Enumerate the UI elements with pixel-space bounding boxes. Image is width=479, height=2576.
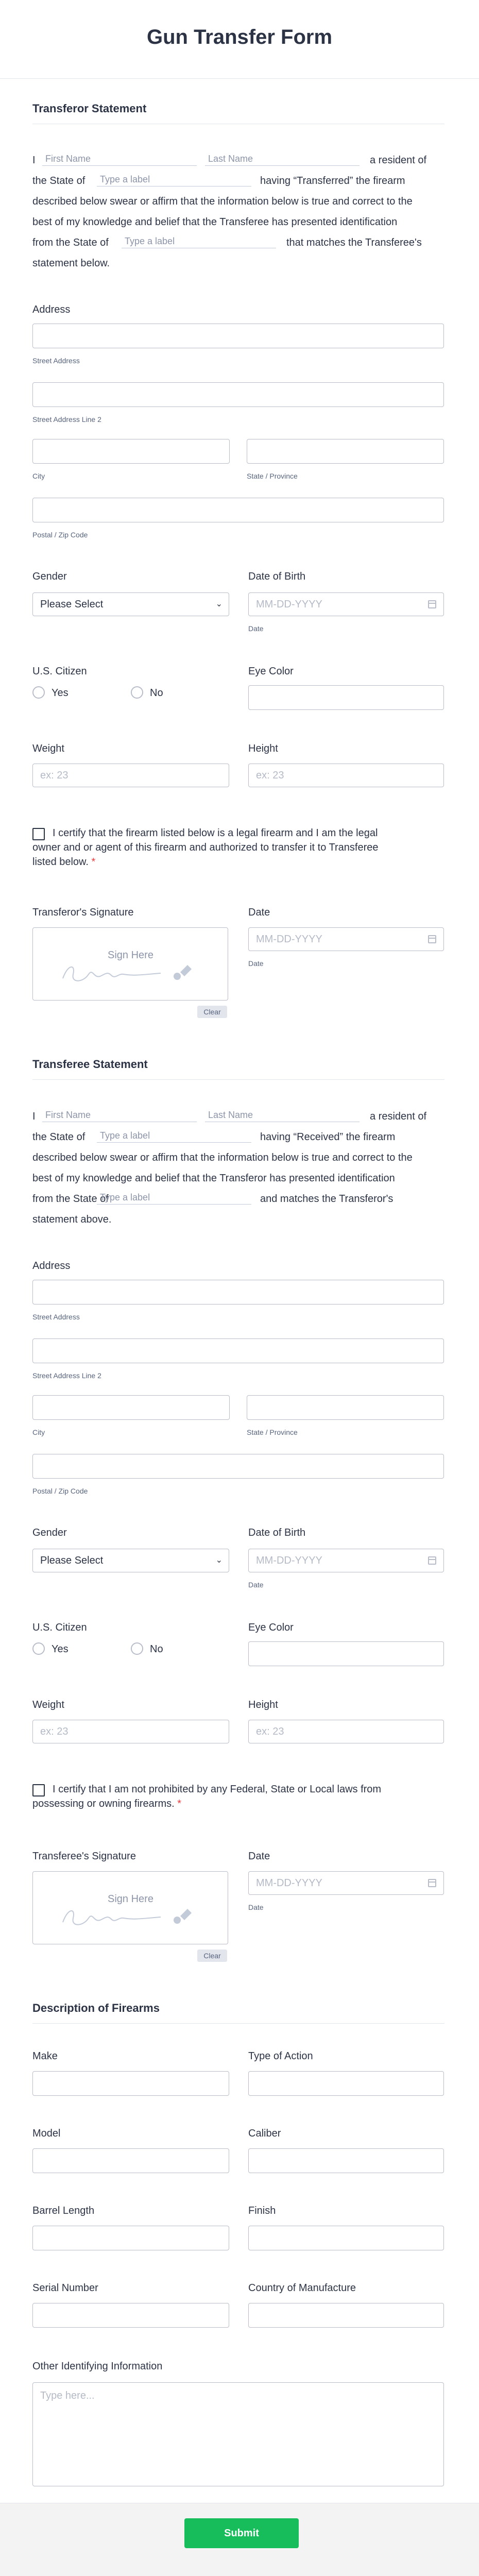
transferor-state-sublabel: State / Province [247,472,298,480]
transferor-first-name-field[interactable]: First Name [42,151,197,166]
transferor-dob-placeholder: MM-DD-YYYY [256,599,322,610]
transferor-from-state-text: from the State of [32,237,109,248]
country-of-manufacture-input[interactable] [248,2303,444,2328]
section-divider [32,1079,444,1080]
transferee-certify-line1: I certify that I am not prohibited by any Federal, State or Local laws from [53,1784,382,1795]
transferee-state-sublabel: State / Province [247,1428,298,1436]
chevron-down-icon: ⌄ [215,600,223,608]
transferor-statement-line4: best of my knowledge and belief that the Transferee has presented identification [32,216,398,228]
transferor-certify-line1: I certify that the firearm listed below is a legal firearm and I am the legal [53,827,378,839]
transferor-date-placeholder: MM-DD-YYYY [256,934,322,945]
transferee-certify-line2 [32,1798,181,1810]
transferee-weight-placeholder: ex: 23 [40,1726,69,1737]
transferee-citizen-yes-label: Yes [52,1643,69,1655]
transferee-state-of-text: the State of [32,1131,85,1143]
transferee-date-label: Date [248,1851,270,1862]
signature-squiggle-icon [58,1903,212,1934]
transferee-having-text: having “Received” the firearm [260,1131,396,1143]
calendar-icon[interactable] [428,1556,436,1565]
transferor-weight-placeholder: ex: 23 [40,770,69,781]
transferee-street-address-input[interactable] [32,1280,444,1304]
transferor-address-label: Address [32,304,71,315]
transferee-section-title: Transferee Statement [32,1058,148,1071]
finish-input[interactable] [248,2226,444,2250]
transferee-height-placeholder: ex: 23 [256,1726,284,1737]
transferee-gender-select[interactable] [32,1549,229,1572]
calendar-icon[interactable] [428,600,436,608]
serial-number-input[interactable] [32,2303,229,2328]
transferor-citizen-label: U.S. Citizen [32,666,87,677]
transferee-postal-input[interactable] [32,1454,444,1479]
transferor-statement-end: statement below. [32,258,110,269]
transferor-citizen-no-label: No [150,687,163,699]
transferee-dob-placeholder: MM-DD-YYYY [256,1555,322,1566]
transferee-dob-label: Date of Birth [248,1527,306,1538]
transferee-date-placeholder: MM-DD-YYYY [256,1877,322,1889]
transferor-clear-button[interactable]: Clear [197,1006,227,1018]
transferee-from-state-text: from the State of [32,1193,109,1205]
transferor-citizen-no-radio[interactable] [131,686,143,699]
chevron-down-icon: ⌄ [215,1556,223,1565]
transferee-address-label: Address [32,1260,71,1272]
transferor-city-sublabel: City [32,472,45,480]
transferor-resident-text: a resident of [370,155,427,166]
submit-button[interactable]: Submit [184,2518,299,2548]
model-label: Model [32,2128,61,2139]
transferor-height-input[interactable] [248,764,444,787]
divider [0,78,479,79]
transferor-state-input[interactable] [247,439,444,464]
transferor-weight-input[interactable] [32,764,229,787]
transferor-certify-line3-text: listed below. [32,856,89,868]
transferee-street-address-2-sublabel: Street Address Line 2 [32,1371,101,1380]
transferee-height-label: Height [248,1699,278,1710]
transferor-certify-checkbox[interactable] [32,828,45,840]
transferee-weight-input[interactable] [32,1720,229,1743]
transferor-certify-line3 [32,856,95,868]
transferor-date-input[interactable] [248,927,444,951]
transferee-state-field[interactable]: Type a label [97,1128,251,1143]
transferee-date-input[interactable] [248,1871,444,1895]
transferor-street-address-2-sublabel: Street Address Line 2 [32,415,101,423]
type-of-action-label: Type of Action [248,2050,313,2062]
firearms-section-title: Description of Firearms [32,2002,160,2014]
other-identifying-placeholder: Type here... [40,2390,95,2401]
transferor-gender-label: Gender [32,571,67,582]
transferor-street-address-2-input[interactable] [32,382,444,407]
transferor-postal-sublabel: Postal / Zip Code [32,531,88,539]
transferor-street-address-sublabel: Street Address [32,357,80,365]
transferee-eye-color-label: Eye Color [248,1622,294,1633]
transferee-gender-value: Please Select [40,1555,104,1566]
transferee-sign-here-text: Sign Here [108,1893,153,1905]
transferor-weight-label: Weight [32,743,64,754]
transferee-label-i: I [32,1111,36,1122]
type-of-action-input[interactable] [248,2071,444,2096]
transferor-gender-select[interactable] [32,592,229,616]
calendar-icon[interactable] [428,1879,436,1887]
transferor-citizen-yes-label: Yes [52,687,69,699]
other-identifying-label: Other Identifying Information [32,2361,163,2372]
page-title: Gun Transfer Form [146,26,333,48]
transferor-matches-text: that matches the Transferee's [286,237,422,248]
make-input[interactable] [32,2071,229,2096]
transferor-state-field[interactable]: Type a label [97,172,251,187]
required-asterisk: * [91,856,96,868]
transferor-eye-color-input[interactable] [248,685,444,710]
transferee-last-name-field[interactable]: Last Name [205,1108,360,1122]
transferee-clear-button[interactable]: Clear [197,1950,227,1962]
transferee-signature-pad[interactable] [32,1871,228,1944]
transferee-height-input[interactable] [248,1720,444,1743]
transferee-citizen-label: U.S. Citizen [32,1622,87,1633]
transferor-height-label: Height [248,743,278,754]
transferee-citizen-no-label: No [150,1643,163,1655]
transferee-signature-label: Transferee's Signature [32,1851,136,1862]
transferee-statement-line4: best of my knowledge and belief that the Transferor has presented identification [32,1173,395,1184]
transferor-section-title: Transferor Statement [32,102,147,115]
transferor-eye-color-label: Eye Color [248,666,294,677]
transferor-signature-pad[interactable] [32,927,228,1001]
section-divider [32,2023,444,2024]
transferee-first-name-field[interactable]: First Name [42,1108,197,1122]
transferor-id-state-field[interactable]: Type a label [122,234,276,248]
caliber-input[interactable] [248,2148,444,2173]
transferee-citizen-yes-radio[interactable] [32,1642,45,1655]
transferor-city-input[interactable] [32,439,230,464]
barrel-length-input[interactable] [32,2226,229,2250]
caliber-label: Caliber [248,2128,281,2139]
other-identifying-textarea[interactable] [32,2382,444,2486]
transferee-eye-color-input[interactable] [248,1641,444,1666]
transferee-dob-sublabel: Date [248,1581,264,1589]
transferee-statement-line3: described below swear or affirm that the information below is true and correct to the [32,1152,413,1163]
transferor-certify-line2: owner and or agent of this firearm and authorized to transfer it to Transferee [32,842,379,853]
country-of-manufacture-label: Country of Manufacture [248,2282,356,2294]
signature-squiggle-icon [58,959,212,990]
transferee-street-address-sublabel: Street Address [32,1313,80,1321]
transferor-height-placeholder: ex: 23 [256,770,284,781]
transferee-city-sublabel: City [32,1428,45,1436]
required-asterisk: * [177,1798,182,1809]
transferor-dob-label: Date of Birth [248,571,306,582]
calendar-icon[interactable] [428,935,436,943]
transferor-state-of-text: the State of [32,175,85,187]
transferor-last-name-field[interactable]: Last Name [205,151,360,166]
transferor-label-i: I [32,155,36,166]
transferee-gender-label: Gender [32,1527,67,1538]
transferor-statement-line3: described below swear or affirm that the information below is true and correct to the [32,196,413,207]
transferor-dob-input[interactable] [248,592,444,616]
transferee-weight-label: Weight [32,1699,64,1710]
transferee-citizen-no-radio[interactable] [131,1642,143,1655]
transferee-state-input[interactable] [247,1395,444,1420]
transferee-resident-text: a resident of [370,1111,427,1122]
transferee-dob-input[interactable] [248,1549,444,1572]
transferee-street-address-2-input[interactable] [32,1338,444,1363]
transferee-statement-end: statement above. [32,1214,112,1225]
transferee-matches-text: and matches the Transferor's [260,1193,394,1205]
transferor-street-address-input[interactable] [32,324,444,348]
model-input[interactable] [32,2148,229,2173]
barrel-length-label: Barrel Length [32,2205,95,2216]
transferor-having-text: having “Transferred” the firearm [260,175,405,187]
transferor-date-label: Date [248,907,270,918]
transferee-id-state-field[interactable]: Type a label [97,1190,251,1205]
transferor-date-sublabel: Date [248,959,264,968]
make-label: Make [32,2050,58,2062]
transferor-signature-label: Transferor's Signature [32,907,134,918]
transferor-gender-value: Please Select [40,599,104,610]
transferor-citizen-yes-radio[interactable] [32,686,45,699]
transferor-sign-here-text: Sign Here [108,950,153,961]
transferee-postal-sublabel: Postal / Zip Code [32,1487,88,1495]
transferee-city-input[interactable] [32,1395,230,1420]
finish-label: Finish [248,2205,276,2216]
serial-number-label: Serial Number [32,2282,98,2294]
transferee-date-sublabel: Date [248,1903,264,1911]
transferee-certify-line2-text: possessing or owning firearms. [32,1798,175,1809]
transferor-postal-input[interactable] [32,498,444,522]
transferee-certify-checkbox[interactable] [32,1784,45,1797]
transferor-dob-sublabel: Date [248,624,264,633]
